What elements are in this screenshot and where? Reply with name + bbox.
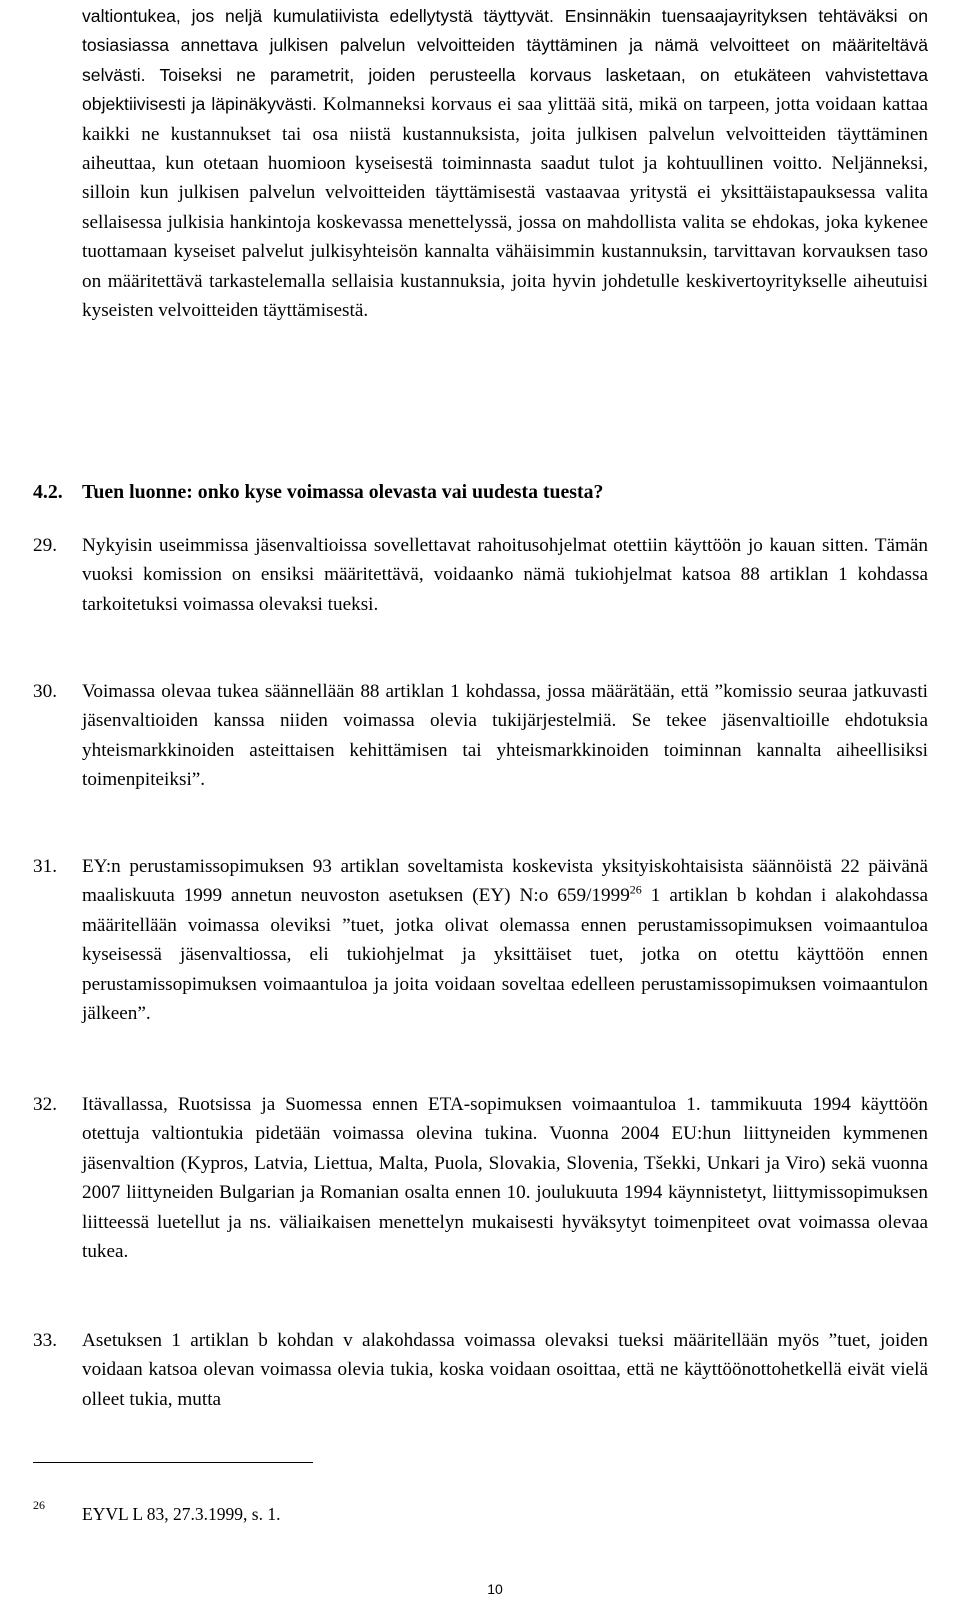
footnote-separator <box>33 1462 313 1463</box>
section-number: 4.2. <box>33 481 63 503</box>
paragraph-number: 32. <box>33 1094 57 1115</box>
section-title: Tuen luonne: onko kyse voimassa olevasta vai uudesta tuesta? <box>82 481 604 503</box>
footnote-reference[interactable]: 26 <box>629 883 642 898</box>
intro-text-sans: valtiontukea, jos neljä kumulatiivista edellytystä täyttyvät. Ensinnäkin tuensaajayrityksen tehtäväksi on tosiasiassa annettava julkisen palvelun velvoitteiden täyttäminen ja nämä velvoitteet on määriteltävä selvästi. Toiseksi ne parametrit, joiden perusteella korvaus lasketaan, on etukäteen vahvistettava objektiivisesti ja läpinäkyvästi. <box>82 6 928 115</box>
paragraph-number: 29. <box>33 535 57 556</box>
page-number: 10 <box>487 1581 503 1597</box>
intro-text-serif: Kolmanneksi korvaus ei saa ylittää sitä, mikä on tarpeen, jotta voidaan kattaa kaikki ne kustannukset tai osa niistä kustannuksista, joita julkisen palvelun velvoitteiden täyttäminen aiheuttaa, kun otetaan huomioon kyseisestä toiminnasta saadut tulot ja kohtuullinen voitto. Neljänneksi, silloin kun julkisen palvelun velvoitteiden täyttämisestä vastaavaa yritystä ei yksittäistapauksessa valita sellaisessa julkisia hankintoja koskevassa menettelyssä, jossa on mahdollista valita se ehdokas, joka kykenee tuottamaan kyseiset palvelut julkisyhteisön kannalta vähäisimmin kustannuksin, tarvittavan korvauksen taso on määritettävä tarkastelemalla sellaisia kustannuksia, joita hyvin johdetulle keskivertoyritykselle aiheutuisi kyseisten velvoitteiden täyttämisestä. <box>82 94 928 322</box>
paragraph-text: Asetuksen 1 artiklan b kohdan v alakohdassa voimassa olevaksi tueksi määritellään myös ”tuet, joiden voidaan katsoa olevan voimassa olevia tukia, koska voidaan osoittaa, että ne käyttöönottohetkellä eivät vielä olleet tukia, mutta <box>82 1330 928 1410</box>
paragraph-text: Nykyisin useimmissa jäsenvaltioissa sovellettavat rahoitusohjelmat otettiin käyttöön jo kauan sitten. Tämän vuoksi komission on ensiksi määritettävä, voidaanko nämä tukiohjelmat katsoa 88 artiklan 1 kohdassa tarkoitetuksi voimassa olevaksi tueksi. <box>82 535 928 615</box>
paragraph-text: Voimassa olevaa tukea säännellään 88 artiklan 1 kohdassa, jossa määrätään, että ”komissio seuraa jatkuvasti jäsenvaltioiden kanssa niiden voimassa olevia tukijärjestelmiä. Se tekee jäsenvaltioille ehdotuksia yhteismarkkinoiden asteittaisen kehittämisen tai yhteismarkkinoiden toiminnan kannalta aiheellisiksi toimenpiteiksi”. <box>82 681 928 791</box>
paragraph-text-part: EY:n perustamissopimuksen 93 artiklan soveltamista koskevista yksityiskohtaisista säännöistä 22 päivänä maaliskuuta 1999 annetun neuvoston asetuksen (EY) N:o 659/1999 <box>82 856 928 907</box>
paragraph-text <box>82 852 928 1028</box>
footnote-marker: 26 <box>33 1498 45 1512</box>
paragraph-text: Itävallassa, Ruotsissa ja Suomessa ennen ETA-sopimuksen voimaantuloa 1. tammikuuta 1994 käyttöön otettuja valtiontukia pidetään voimassa olevina tukina. Vuonna 2004 EU:hun liittyneiden kymmenen jäsenvaltion (Kypros, Latvia, Liettua, Malta, Puola, Slovakia, Slovenia, Tšekki, Unkari ja Viro) sekä vuonna 2007 liittyneiden Bulgarian ja Romanian osalta ennen 10. joulukuuta 1994 käynnistetyt, liittymissopimuksen liitteessä luetellut ja ns. väliaikaisen menettelyn mukaisesti hyväksytyt toimenpiteet ovat voimassa olevaa tukea. <box>82 1094 928 1263</box>
footnote-text: EYVL L 83, 27.3.1999, s. 1. <box>82 1504 281 1524</box>
paragraph-number: 30. <box>33 681 57 702</box>
paragraph-number: 31. <box>33 856 57 877</box>
paragraph-number: 33. <box>33 1330 57 1351</box>
paragraph-text-part: 1 artiklan b kohdan i alakohdassa määritellään voimassa oleviksi ”tuet, jotka olivat olemassa ennen perustamissopimuksen voimaantuloa kyseisessä jäsenvaltiossa, eli tukiohjelmat ja yksittäiset tuet, jotka on otettu käyttöön ennen perustamissopimuksen voimaantuloa ja joita voidaan soveltaa edelleen perustamissopimuksen voimaantulon jälkeen”. <box>82 885 928 1025</box>
intro-paragraph <box>82 2 928 325</box>
